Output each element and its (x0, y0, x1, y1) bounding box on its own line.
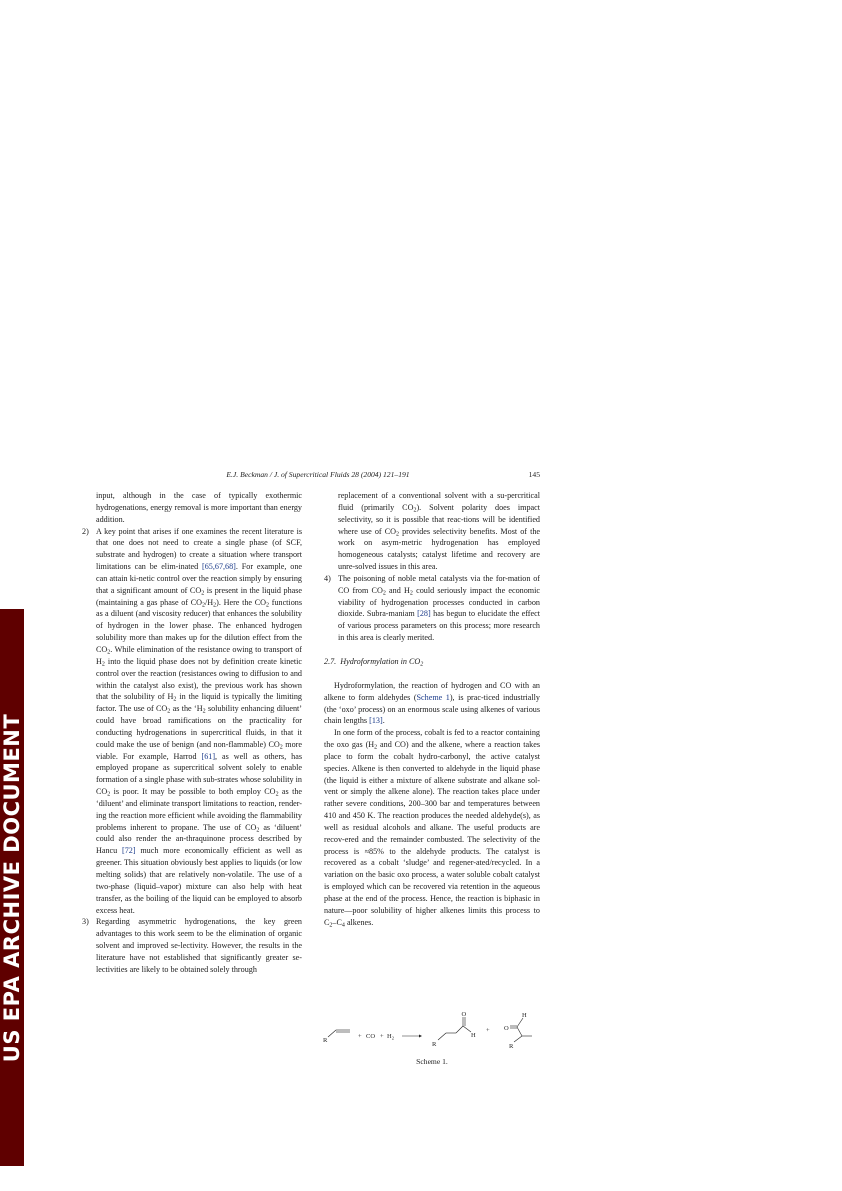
item-number: 4) (324, 573, 331, 583)
right-column (324, 490, 540, 929)
continuation-paragraph: replacement of a conventional solvent with a su-percritical fluid (primarily $CO_2$). Solvent polarity does impact selectivity, so it is possible that reac-tions will be identified where use of $CO_2$ provides selectivity benefits. Most of the work on asym-metric hydrogenation has employed homogeneous catalysts; catalyst lifetime and recovery are unre-solved issues in this area. (338, 491, 540, 572)
list-item-2: 2) A key point that arises if one examines the recent literature is that one does not need to create a single phase (of SCF, substrate and hydrogen) to create a situation where transport limitations can be elim-inated [65,67,68]. For example, one can attain ki-netic control over the reaction simply by ensuring that a significant amount of $CO_2$ is present in the liquid phase (maintaining a gas phase of $CO_2/H_2$). Here the $CO_2$ functions as a diluent (and viscosity reducer) that enhances the solubility of hydrogen in the lower phase. The enhanced hydrogen solubility more than makes up for the dilution effect from the $CO_2$. While elimination of the resistance owing to transport of $H_2$ into the liquid phase does not by definition create kinetic control over the reaction (resistances owing to diffusion to and within the catalyst also exist), the previous work has shown that the solubility of $H_2$ in the liquid is typically the limiting factor. The use of $CO_2$ as the ‘$H_2$ solubility enhancing diluent’ could have broad ramifications on the practicality for conducting hydrogenations in supercritical fluids, in that it could make the use of benign (and non-flammable) $CO_2$ more viable. For example, Harrod [61], as well as others, has employed propane as supercritical solvent solely to enable formation of a single phase with sub-strates whose solubility in $CO_2$ is poor. It may be possible to both employ $CO_2$ as the ‘diluent’ and eliminate transport limitations to reaction, render-ing the reaction more efficient while avoiding the flammability problems inherent to propane. The use of $CO_2$ as ‘diluent’ could also render the an-thraquinone process described by Hancu [72] much more economically efficient as well as greener. This situation obviously best applies to liquids (or low melting solids) that are relatively non-volatile. The use of a two-phase (liquid–vapor) mixture can also help with heat transfer, as the boiling of the liquid can be employed to absorb excess heat. (82, 526, 303, 915)
citation-link[interactable]: [28] (417, 609, 431, 619)
svg-text:O: O (461, 1011, 467, 1018)
paragraph-hydroformylation-intro: Hydroformylation, the reaction of hydrogen and CO with an alkene to form aldehydes (Scheme 1), is prac-ticed industrially (the ‘oxo’ process) on an enormous scale using alkenes of various chain lengths [13]. (324, 680, 540, 726)
svg-text:+: + (358, 1033, 362, 1040)
alkene-structure (328, 1030, 350, 1037)
linear-aldehyde-structure (438, 1017, 471, 1040)
svg-text:H2: $H_2$ (387, 1033, 394, 1041)
svg-text:H: H (471, 1032, 476, 1039)
scheme-link[interactable]: Scheme 1 (416, 692, 450, 702)
section-heading: 2.7. Hydroformylation in $CO_2$ (324, 656, 424, 668)
watermark-text: US EPA ARCHIVE DOCUMENT (0, 713, 25, 1062)
running-head (96, 470, 540, 482)
svg-text:+: + (380, 1033, 384, 1040)
left-column (82, 490, 303, 976)
svg-text:+: + (486, 1027, 490, 1034)
citation-link[interactable]: [13] (369, 716, 383, 726)
epa-archive-watermark (0, 609, 24, 1166)
svg-text:CO: CO (366, 1033, 376, 1040)
page-number: 145 (528, 470, 540, 479)
svg-text:R: R (509, 1043, 514, 1050)
scheme-caption: Scheme 1. (416, 1057, 448, 1066)
citation-link[interactable]: [65,67,68] (202, 562, 236, 572)
svg-text:H: H (522, 1012, 527, 1019)
list-item-4: 4) The poisoning of noble metal catalysts via the for-mation of CO from $CO_2$ and $H_2$ could seriously impact the economic viability of hydrogenation processes conducted in carbon dioxide. Subra-maniam [28] has begun to elucidate the effect of various process parameters on this process; more research in this area is clearly merited. (324, 573, 540, 643)
item-number: 3) (82, 917, 89, 927)
svg-text:R: R (323, 1037, 328, 1044)
continuation-paragraph: input, although in the case of typically exothermic hydrogenations, energy removal is more important than energy addition. (96, 491, 302, 524)
item-number: 2) (82, 526, 89, 536)
citation-link[interactable]: [72] (122, 846, 136, 856)
hydroformylation-reaction-diagram (318, 1010, 544, 1060)
svg-text:R: R (432, 1041, 437, 1048)
svg-text:O: O (504, 1025, 509, 1032)
journal-citation: E.J. Beckman / J. of Supercritical Fluids 28 (2004) 121–191 (226, 470, 410, 479)
branched-aldehyde-structure (510, 1018, 532, 1042)
citation-link[interactable]: [61] (201, 751, 216, 761)
list-item-3: 3) Regarding asymmetric hydrogenations, the key green advantages to this work seem to be the elimination of organic solvent and improved se-lectivity. However, the results in the literature have not established that significantly greater se-lectivities are likely to be obtained solely through (82, 917, 302, 974)
paragraph-oxo-process: In one form of the process, cobalt is fed to a reactor containing the oxo gas ($H_2$ and CO) and the alkene, where a reaction takes place to form the cobalt hydro-carbonyl, the active catalyst species. Alkene is then converted to aldehyde in the liquid phase (the liquid is either a mixture of alkene substrate and alkane sol-vent or simply the alkene alone). The reaction takes place under rather severe conditions, 200–300 bar and temperatures between 410 and 450 K. The reaction produces the needed aldehyde(s), as well as residual alcohols and alkane. The useful products are recov-ered and the remainder combusted. The selectivity of the process is ≈85% to the aldehyde products. The catalyst is recovered as a cobalt ‘sludge’ and regener-ated/recycled. In a variation on the basic oxo process, a water soluble cobalt catalyst is employed which can be recovered via retention in the aqueous phase at the end of the process. Hence, the reaction is biphasic in nature—poor solubility of higher alkenes limits this process to $C_2-C_4$ alkenes. (324, 728, 540, 929)
